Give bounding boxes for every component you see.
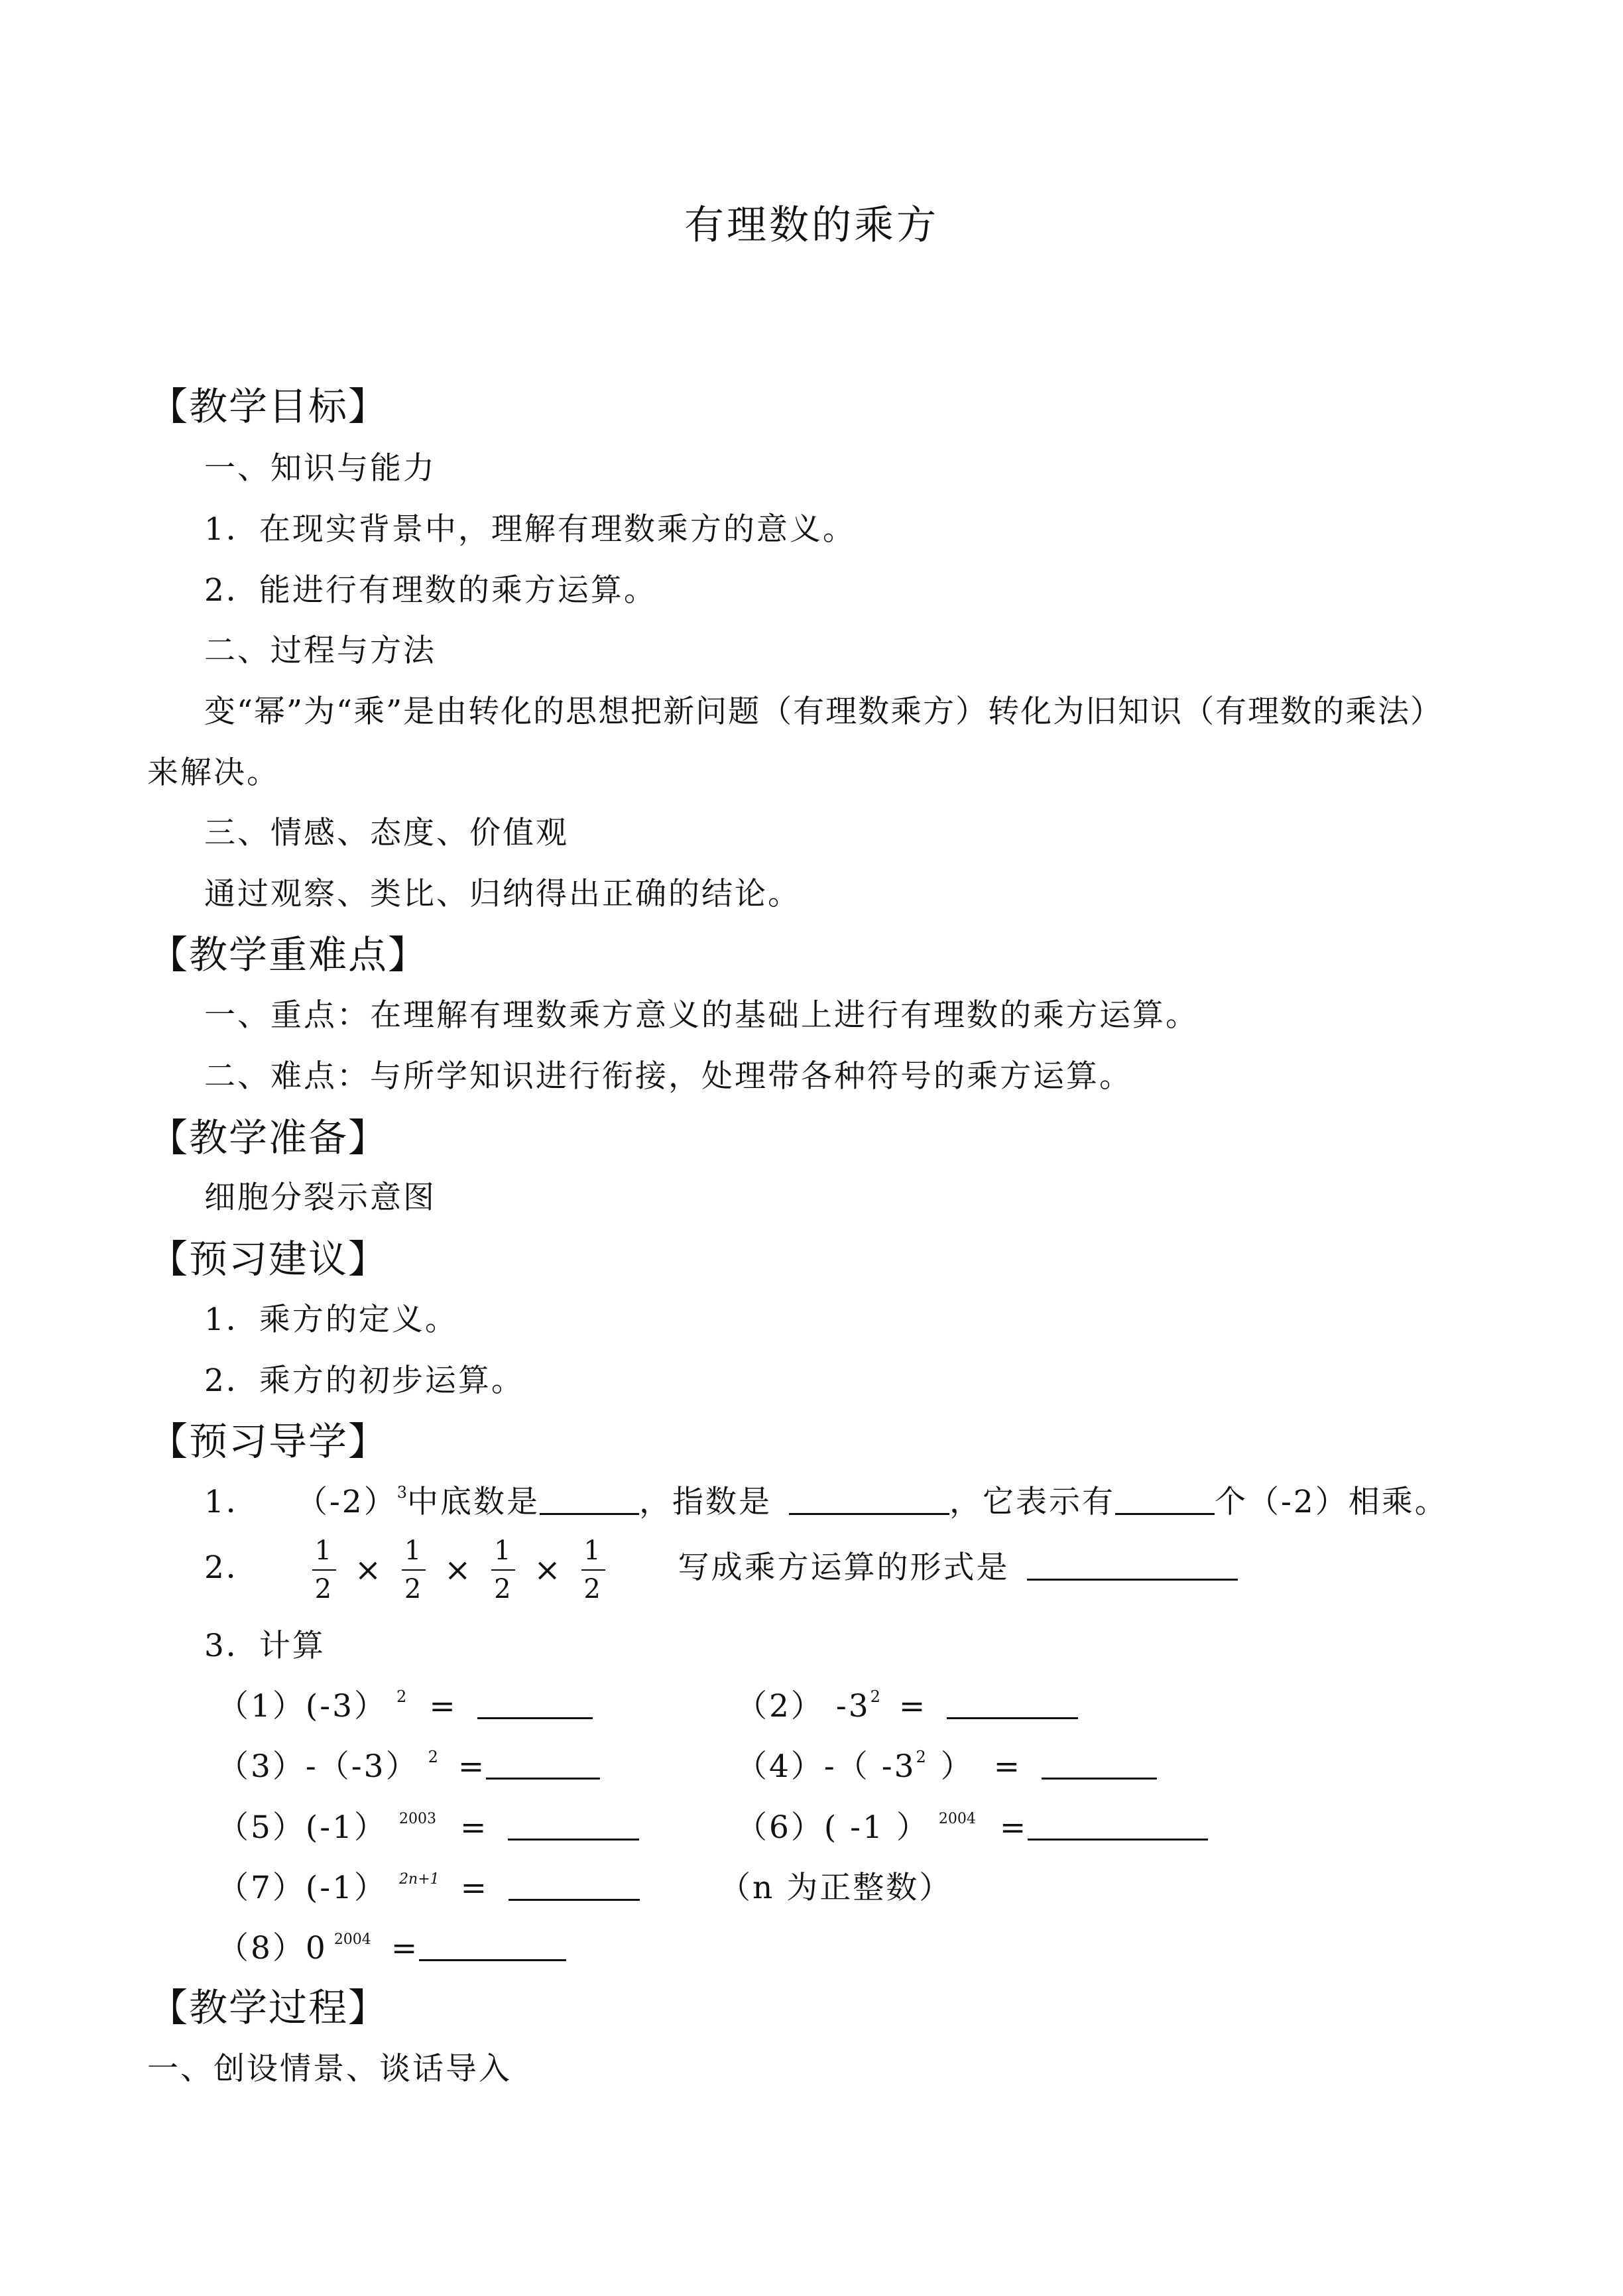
key-point-2: 二、难点：与所学知识进行衔接，处理带各种符号的乘方运算。 (204, 1058, 1132, 1095)
calc-exponent: 2004 (333, 1931, 371, 1948)
key-point-1: 一、重点：在理解有理数乘方意义的基础上进行有理数的乘方运算。 (204, 997, 1199, 1034)
answer-blank[interactable] (789, 1484, 949, 1515)
calc-expression: ） (940, 1748, 974, 1785)
fraction-denominator: 2 (583, 1574, 603, 1604)
power-exponent: 3 (396, 1483, 407, 1502)
fraction-bar (581, 1569, 605, 1571)
calc-exponent: 2 (870, 1687, 880, 1706)
equals-sign: = (429, 1688, 457, 1724)
fraction-numerator: 1 (583, 1536, 603, 1566)
fraction (402, 1536, 426, 1604)
fraction-bar (491, 1569, 515, 1571)
calc-exponent: 2 (428, 1748, 438, 1766)
calc-item-1 (217, 1686, 593, 1727)
objectives-item-1: 1．在现实背景中，理解有理数乘方的意义。 (204, 511, 856, 548)
times-sign: × (354, 1551, 384, 1589)
fraction (312, 1536, 336, 1604)
preview-suggestions-heading: 【预习建议】 (149, 1237, 389, 1282)
fraction-bar (402, 1569, 426, 1571)
fraction-denominator: 2 (404, 1574, 424, 1604)
fraction-denominator: 2 (494, 1574, 513, 1604)
question-number: 2． (204, 1549, 259, 1586)
fraction-numerator: 1 (404, 1536, 424, 1566)
calc-expression: （2） -3 (736, 1688, 871, 1724)
calc-expression: （4）-（ -3 (736, 1748, 916, 1785)
answer-blank[interactable] (486, 1748, 600, 1780)
calc-item-2 (736, 1686, 1078, 1727)
calc-expression: （7）(-1） (217, 1870, 388, 1906)
objectives-section-2-text: 变“幂”为“乘”是由转化的思想把新问题（有理数乘方）转化为旧知识（有理数的乘法） (204, 694, 1443, 730)
answer-blank[interactable] (508, 1809, 639, 1841)
question-text: ，指数是 (638, 1484, 772, 1520)
question-text: 中底数是 (406, 1484, 540, 1520)
objectives-section-1: 一、知识与能力 (204, 450, 436, 487)
preparation-text: 细胞分裂示意图 (204, 1179, 436, 1216)
objectives-section-2-text-cont: 来解决。 (147, 755, 280, 791)
answer-blank[interactable] (477, 1688, 593, 1719)
answer-blank[interactable] (540, 1484, 639, 1515)
preparation-heading: 【教学准备】 (149, 1115, 389, 1160)
objectives-heading: 【教学目标】 (149, 384, 389, 429)
objectives-section-2: 二、过程与方法 (204, 633, 436, 669)
fraction-denominator: 2 (314, 1574, 334, 1604)
fraction (491, 1536, 515, 1604)
answer-blank[interactable] (419, 1930, 566, 1961)
calc-exponent: 2 (396, 1687, 407, 1706)
process-heading: 【教学过程】 (149, 1985, 389, 2030)
calc-note: （n 为正整数） (719, 1870, 953, 1906)
fraction-bar (312, 1569, 336, 1571)
times-sign: × (444, 1551, 473, 1589)
answer-blank[interactable] (509, 1870, 640, 1901)
preview-question-1 (204, 1482, 1448, 1523)
calc-item-7 (217, 1868, 952, 1909)
equals-sign: = (999, 1809, 1028, 1846)
process-section-1: 一、创设情景、谈话导入 (147, 2051, 512, 2087)
question-number: 1． (204, 1484, 259, 1520)
calc-expression: （5）(-1） (217, 1809, 388, 1846)
answer-blank[interactable] (1028, 1809, 1208, 1841)
objectives-section-3: 三、情感、态度、价值观 (204, 815, 569, 851)
calc-exponent: 2n+1 (399, 1871, 440, 1888)
calc-exponent: 2 (916, 1748, 926, 1766)
question-text: ，它表示有 (949, 1484, 1115, 1520)
calc-expression: （8）0 (217, 1930, 328, 1966)
calc-exponent: 2003 (399, 1811, 437, 1827)
question-text: 个（-2）相乘。 (1214, 1484, 1448, 1520)
calc-item-5 (217, 1807, 639, 1848)
calc-exponent: 2004 (938, 1811, 976, 1827)
calc-item-3 (217, 1746, 600, 1787)
answer-blank[interactable] (1115, 1484, 1215, 1515)
equals-sign: = (391, 1930, 420, 1966)
preview-suggestion-2: 2．乘方的初步运算。 (204, 1362, 524, 1399)
preview-question-3-label: 3．计算 (204, 1628, 326, 1664)
calc-expression: （6）( -1 ） (736, 1809, 930, 1846)
equals-sign: = (460, 1870, 489, 1906)
calc-item-4 (736, 1746, 1157, 1787)
equals-sign: = (898, 1688, 928, 1724)
fraction (581, 1536, 605, 1604)
calc-expression: （3）-（-3） (217, 1748, 419, 1785)
objectives-section-3-text: 通过观察、类比、归纳得出正确的结论。 (204, 876, 801, 912)
fraction-numerator: 1 (314, 1536, 334, 1566)
answer-blank[interactable] (1042, 1748, 1157, 1780)
preview-guide-heading: 【预习导学】 (149, 1419, 389, 1464)
preview-question-2 (204, 1532, 1238, 1606)
answer-blank[interactable] (947, 1688, 1078, 1719)
key-points-heading: 【教学重难点】 (149, 932, 428, 977)
equals-sign: = (993, 1748, 1022, 1785)
calc-expression: （1）(-3） (217, 1688, 388, 1724)
answer-blank[interactable] (1027, 1549, 1238, 1581)
calc-item-6 (736, 1807, 1208, 1848)
fraction-numerator: 1 (494, 1536, 513, 1566)
power-base: （-2） (296, 1484, 397, 1520)
document-title: 有理数的乘方 (684, 202, 939, 249)
times-sign: × (534, 1551, 563, 1589)
objectives-item-2: 2．能进行有理数的乘方运算。 (204, 572, 657, 609)
equals-sign: = (457, 1748, 487, 1785)
question-text: 写成乘方运算的形式是 (678, 1549, 1010, 1586)
calc-item-8 (217, 1928, 566, 1969)
preview-suggestion-1: 1．乘方的定义。 (204, 1301, 458, 1338)
equals-sign: = (460, 1809, 489, 1846)
